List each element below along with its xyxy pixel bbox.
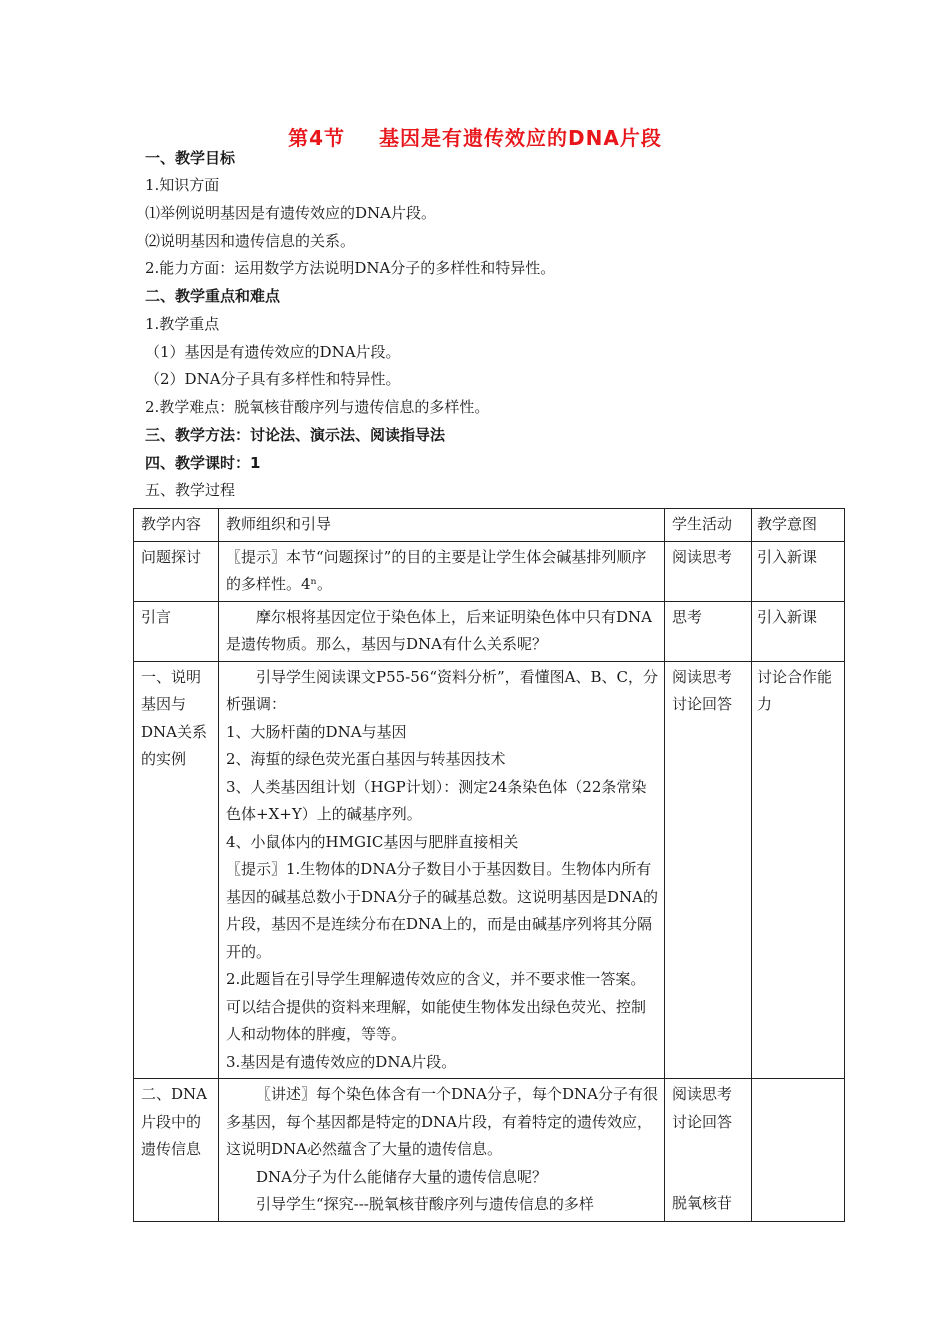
- knowledge-item-1: ⑴举例说明基因是有遗传效应的DNA片段。: [145, 204, 436, 222]
- teacher-paragraph: 2.此题旨在引导学生理解遗传效应的含义，并不要求惟一答案。可以结合提供的资料来理解，如能使生物体发出绿色荧光、控制人和动物体的胖瘦，等等。: [226, 970, 647, 1043]
- teacher-paragraph: 4、小鼠体内的HMGIC基因与肥胖直接相关: [226, 832, 519, 851]
- student-activity-continued: 脱氧核苷: [672, 1194, 733, 1212]
- title-text: 基因是有遗传效应的DNA片段: [379, 126, 662, 150]
- row-teacher: [219, 541, 665, 601]
- teacher-paragraph: 1、大肠杆菌的DNA与基因: [226, 722, 407, 741]
- table-row: [134, 661, 845, 1079]
- knowledge-heading: 1.知识方面: [145, 176, 220, 194]
- table-row: [134, 541, 845, 601]
- difficulty-line: 2.教学难点：脱氧核苷酸序列与遗传信息的多样性。: [145, 398, 490, 416]
- row-teacher: [219, 661, 665, 1079]
- row-content: 引言: [134, 601, 219, 661]
- process-heading: 五、教学过程: [145, 481, 236, 499]
- row-content: 二、DNA片段中的遗传信息: [134, 1079, 219, 1222]
- teacher-paragraph: 〖提示〗1.生物体的DNA分子数目小于基因数目。生物体内所有基因的碱基总数小于DNA分子的碱基总数。这说明基因是DNA的片段，基因不是连续分布在DNA上的，而是由碱基序列将其分隔开的。: [226, 860, 658, 961]
- teacher-paragraph: 3.基因是有遗传效应的DNA片段。: [226, 1052, 457, 1071]
- row-student: [665, 1079, 752, 1222]
- goals-heading: 一、教学目标: [145, 149, 236, 167]
- method-line: 三、教学方法：讨论法、演示法、阅读指导法: [145, 426, 446, 444]
- header-student: 学生活动: [665, 509, 752, 542]
- header-content: 教学内容: [134, 509, 219, 542]
- teacher-paragraph: 〖提示〗本节“问题探讨”的目的主要是让学生体会碱基排列顺序的多样性。4ⁿ。: [226, 547, 647, 593]
- header-teacher: 教师组织和引导: [219, 509, 665, 542]
- teacher-paragraph: 引导学生阅读课文P55-56“资料分析”，看懂图A、B、C，分析强调：: [226, 667, 659, 713]
- teacher-paragraph: 引导学生“探究---脱氧核苷酸序列与遗传信息的多样: [256, 1195, 594, 1213]
- lesson-process-table: [133, 508, 845, 1222]
- table-row: [134, 1079, 845, 1222]
- row-student: 阅读思考讨论回答: [665, 661, 752, 1079]
- teacher-paragraph: 2、海蜇的绿色荧光蛋白基因与转基因技术: [226, 750, 506, 768]
- knowledge-item-2: ⑵说明基因和遗传信息的关系。: [145, 232, 356, 250]
- row-teacher: [219, 601, 665, 661]
- teacher-paragraph: 〖讲述〗每个染色体含有一个DNA分子，每个DNA分子有很多基因，每个基因都是特定的DNA片段，有着特定的遗传效应，这说明DNA必然蕴含了大量的遗传信息。: [226, 1085, 658, 1158]
- teacher-paragraph: 摩尔根将基因定位于染色体上，后来证明染色体中只有DNA是遗传物质。那么，基因与DNA有什么关系呢？: [226, 607, 652, 653]
- key-point-1: （1）基因是有遗传效应的DNA片段。: [145, 343, 401, 361]
- key-heading: 二、教学重点和难点: [145, 287, 281, 305]
- teacher-paragraph: 3、人类基因组计划（HGP计划）：测定24条染色体（22条常染色体+X+Y）上的碱基序列。: [226, 777, 647, 823]
- key-points-heading: 1.教学重点: [145, 315, 220, 333]
- ability-line: 2.能力方面：运用数学方法说明DNA分子的多样性和特异性。: [145, 259, 556, 277]
- document-title: [0, 122, 950, 151]
- row-content: 问题探讨: [134, 541, 219, 601]
- row-teacher: [219, 1079, 665, 1222]
- table-row: [134, 601, 845, 661]
- table-header-row: [134, 509, 845, 542]
- teacher-paragraph: DNA分子为什么能储存大量的遗传信息呢？: [256, 1167, 547, 1186]
- row-intent: [752, 1079, 845, 1222]
- student-activity: 阅读思考讨论回答: [672, 1085, 733, 1131]
- row-intent: 讨论合作能力: [752, 661, 845, 1079]
- hours-line: 四、教学课时：1: [145, 454, 261, 472]
- key-point-2: （2）DNA分子具有多样性和特异性。: [145, 370, 401, 388]
- row-content: 一、说明基因与DNA关系的实例: [134, 661, 219, 1079]
- row-intent: 引入新课: [752, 601, 845, 661]
- row-student: 思考: [665, 601, 752, 661]
- row-student: 阅读思考: [665, 541, 752, 601]
- header-intent: 教学意图: [752, 509, 845, 542]
- title-section-number: 第4节: [288, 126, 346, 150]
- row-intent: 引入新课: [752, 541, 845, 601]
